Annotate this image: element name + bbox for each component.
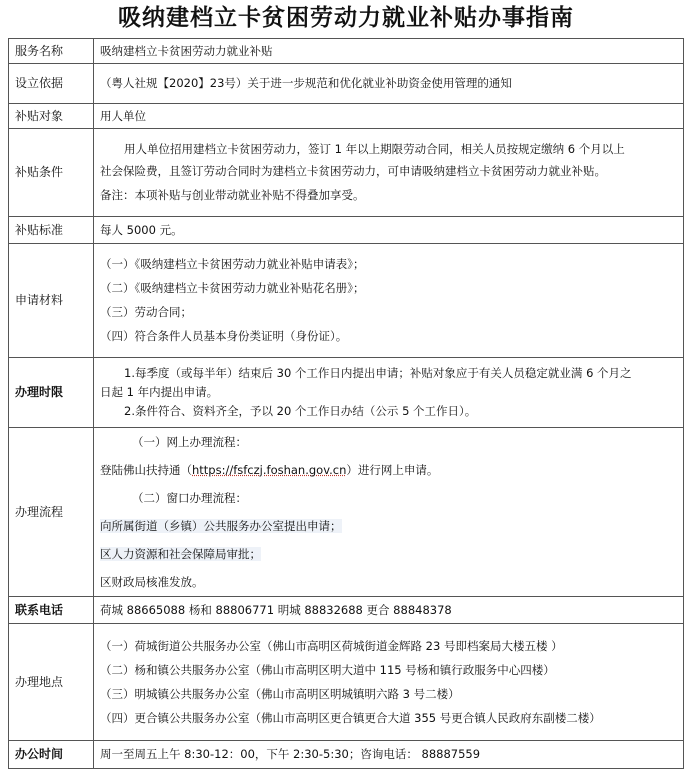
time-limit-line-3: 2.条件符合、资料齐全，予以 20 个工作日办结（公示 5 个工作日）。 (124, 404, 477, 418)
label-standard: 补贴标准 (9, 217, 94, 244)
row-service-name (9, 39, 684, 64)
value-conditions (94, 129, 684, 217)
online-text-suffix: ）进行网上申请。 (346, 463, 439, 477)
process-step-2 (100, 540, 677, 568)
label-process: 办理流程 (9, 428, 94, 597)
label-basis: 设立依据 (9, 64, 94, 104)
online-text-prefix: 登陆佛山扶持通（ (100, 463, 192, 477)
label-materials: 申请材料 (9, 244, 94, 358)
material-item-4: （四）符合条件人员基本身份类证明（身份证）。 (100, 329, 348, 343)
row-materials (9, 244, 684, 358)
label-phone: 联系电话 (9, 597, 94, 624)
row-target (9, 104, 684, 129)
material-item-3: （三）劳动合同； (100, 305, 192, 319)
row-phone (9, 597, 684, 624)
row-time-limit (9, 358, 684, 428)
conditions-note: 备注：本项补贴与创业带动就业补贴不得叠加享受。 (100, 187, 365, 202)
location-item-3: （三）明城镇公共服务办公室（佛山市高明区明城镇明六路 3 号二楼） (100, 686, 460, 701)
row-standard (9, 217, 684, 244)
conditions-line-1: 用人单位招用建档立卡贫困劳动力，签订 1 年以上期限劳动合同，相关人员按规定缴纳 6 个月以上 (124, 141, 625, 156)
online-url-link[interactable]: https://fsfczj.foshan.gov.cn (192, 463, 347, 477)
label-locations: 办理地点 (9, 624, 94, 741)
row-locations (9, 624, 684, 741)
value-target: 用人单位 (94, 104, 684, 129)
row-basis (9, 64, 684, 104)
time-limit-line-2: 日起 1 年内提出申请。 (100, 385, 219, 399)
location-item-4: （四）更合镇公共服务办公室（佛山市高明区更合镇更合大道 355 号更合镇人民政府东副楼二楼） (100, 710, 601, 725)
label-time-limit: 办理时限 (9, 358, 94, 428)
location-item-2: （二）杨和镇公共服务办公室（佛山市高明区明大道中 115 号杨和镇行政服务中心四楼） (100, 662, 555, 677)
value-locations (94, 624, 684, 741)
label-service-name: 服务名称 (9, 39, 94, 64)
row-process (9, 428, 684, 597)
row-conditions (9, 129, 684, 217)
process-step-1 (100, 512, 677, 540)
value-hours: 周一至周五上午 8:30-12：00，下午 2:30-5:30；咨询电话： 88887559 (94, 741, 684, 769)
service-guide-table (8, 38, 684, 769)
material-item-1: （一）《吸纳建档立卡贫困劳动力就业补贴申请表》； (100, 257, 365, 271)
time-limit-line-1: 1.每季度（或每半年）结束后 30 个工作日内提出申请；补贴对象应于有关人员稳定就业满 6 个月之 (124, 366, 632, 380)
page-title: 吸纳建档立卡贫困劳动力就业补贴办事指南 (118, 4, 574, 31)
process-window-heading: （二）窗口办理流程： (132, 491, 247, 505)
value-standard: 每人 5000 元。 (94, 217, 684, 244)
process-online-text (100, 456, 677, 484)
value-basis: （粤人社规【2020】23号）关于进一步规范和优化就业补助资金使用管理的通知 (94, 64, 684, 104)
material-item-2: （二）《吸纳建档立卡贫困劳动力就业补贴花名册》； (100, 281, 365, 295)
conditions-line-2: 社会保险费，且签订劳动合同时为建档立卡贫困劳动力，可申请吸纳建档立卡贫困劳动力就业补贴。 (100, 163, 606, 178)
location-item-1: （一）荷城街道公共服务办公室（佛山市高明区荷城街道金辉路 23 号即档案局大楼五楼 ） (100, 638, 563, 653)
row-hours (9, 741, 684, 769)
value-time-limit (94, 358, 684, 428)
label-conditions: 补贴条件 (9, 129, 94, 217)
value-materials (94, 244, 684, 358)
process-step-3: 区财政局核准发放。 (100, 575, 204, 589)
value-service-name: 吸纳建档立卡贫困劳动力就业补贴 (94, 39, 684, 64)
process-step-2-text: 区人力资源和社会保障局审批； (100, 547, 261, 561)
label-hours: 办公时间 (9, 741, 94, 769)
label-target: 补贴对象 (9, 104, 94, 129)
process-online-heading: （一）网上办理流程： (132, 435, 247, 449)
value-process (94, 428, 684, 597)
process-step-1-text: 向所属街道（乡镇）公共服务办公室提出申请； (100, 519, 342, 533)
value-phone: 荷城 88665088 杨和 88806771 明城 88832688 更合 88848378 (94, 597, 684, 624)
